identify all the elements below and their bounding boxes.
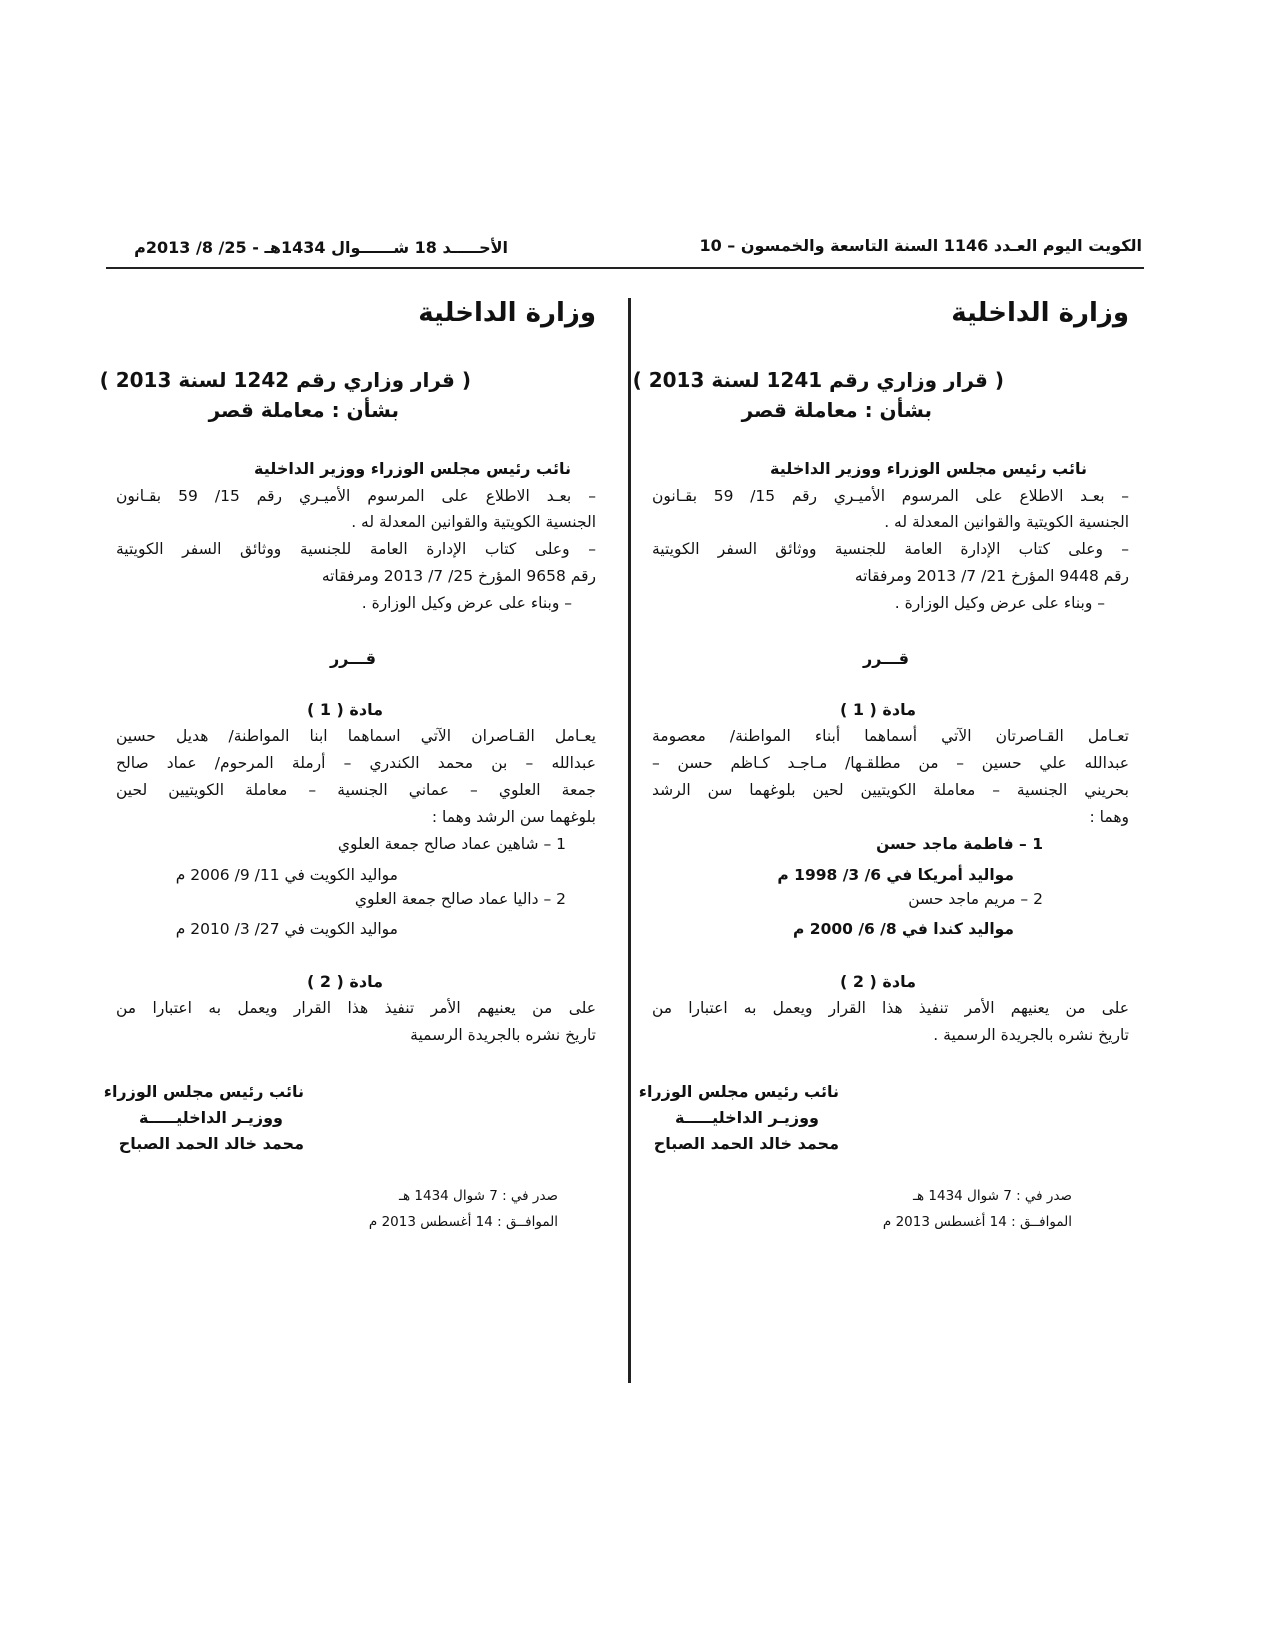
article-1-line: وهما :: [1089, 808, 1129, 826]
article-1-line: جمعة العلوي – عماني الجنسية – معاملة الكويتيين لحين: [116, 781, 596, 799]
preamble-line: – وعلى كتاب الإدارة العامة للجنسية ووثائق السفر الكويتية: [116, 540, 596, 558]
person-birth: مواليد أمريكا في 6/ 3/ 1998 م: [777, 866, 1014, 884]
article-1-line: تعـامل القـاصرتان الآتي أسماهما أبناء المواطنة/ معصومة: [652, 727, 1129, 745]
article-1-line: بلوغهما سن الرشد وهما :: [431, 808, 596, 826]
preamble-line: – وعلى كتاب الإدارة العامة للجنسية ووثائق السفر الكويتية: [652, 540, 1129, 558]
person-birth: مواليد الكويت في 27/ 3/ 2010 م: [175, 920, 398, 938]
signature-title: نائب رئيس مجلس الوزراء: [638, 1082, 839, 1101]
person-name: 1 – فاطمة ماجد حسن: [876, 835, 1043, 853]
article-1-line: عبدالله – بن محمد الكندري – أرملة المرحوم/ عماد صالح: [116, 754, 596, 772]
corresponding-date: الموافــق : 14 أغسطس 2013 م: [368, 1214, 558, 1230]
authority-line: نائب رئيس مجلس الوزراء ووزير الداخلية: [254, 459, 571, 478]
article-1-title: مادة ( 1 ): [839, 700, 916, 719]
preamble-line: – وبناء على عرض وكيل الوزارة .: [361, 594, 572, 612]
issued-date: صدر في : 7 شوال 1434 هـ: [913, 1188, 1072, 1204]
signature-title: نائب رئيس مجلس الوزراء: [103, 1082, 304, 1101]
article-2-line: على من يعنيهم الأمر تنفيذ هذا القرار ويعمل به اعتبارا من: [116, 999, 596, 1017]
signature-title: ووزيـر الداخليـــــة: [675, 1108, 819, 1127]
issued-date: صدر في : 7 شوال 1434 هـ: [399, 1188, 558, 1204]
column-divider: [628, 298, 631, 1383]
decree-title: ( قرار وزاري رقم 1241 لسنة 2013 ): [632, 368, 1004, 392]
person-name: 2 – مريم ماجد حسن: [908, 890, 1043, 908]
article-2-line: تاريخ نشره بالجريدة الرسمية .: [933, 1026, 1129, 1044]
authority-line: نائب رئيس مجلس الوزراء ووزير الداخلية: [770, 459, 1087, 478]
decree-subject: بشأن : معاملة قصر: [208, 398, 399, 422]
article-2-title: مادة ( 2 ): [839, 972, 916, 991]
article-1-line: يعـامل القـاصران الآتي اسماهما ابنا المواطنة/ هديل حسين: [116, 727, 596, 745]
preamble-line: الجنسية الكويتية والقوانين المعدلة له .: [884, 513, 1129, 531]
preamble-line: – وبناء على عرض وكيل الوزارة .: [894, 594, 1105, 612]
decree-title: ( قرار وزاري رقم 1242 لسنة 2013 ): [99, 368, 471, 392]
decided-heading: قـــرر: [862, 649, 909, 668]
preamble-line: الجنسية الكويتية والقوانين المعدلة له .: [351, 513, 596, 531]
person-name: 1 – شاهين عماد صالح جمعة العلوي: [337, 835, 566, 853]
gazette-issue-header: الكويت اليوم العـدد 1146 السنة التاسعة والخمسون – 10: [699, 236, 1142, 255]
article-1-line: بحريني الجنسية – معاملة الكويتيين لحين بلوغهما سن الرشد: [652, 781, 1129, 799]
ministry-title: وزارة الداخلية: [951, 298, 1129, 328]
person-name: 2 – داليا عماد صالح جمعة العلوي: [354, 890, 566, 908]
article-2-title: مادة ( 2 ): [306, 972, 383, 991]
article-2-line: على من يعنيهم الأمر تنفيذ هذا القرار ويعمل به اعتبارا من: [652, 999, 1129, 1017]
decree-1241-column: [632, 0, 1129, 1650]
preamble-line: رقم 9448 المؤرخ 21/ 7/ 2013 ومرفقاته: [854, 567, 1129, 585]
person-birth: مواليد الكويت في 11/ 9/ 2006 م: [175, 866, 398, 884]
preamble-line: – بعـد الاطلاع على المرسوم الأميـري رقم 15/ 59 بقـانون: [652, 487, 1129, 505]
preamble-line: – بعـد الاطلاع على المرسوم الأميـري رقم 15/ 59 بقـانون: [116, 487, 596, 505]
article-1-title: مادة ( 1 ): [306, 700, 383, 719]
person-birth: مواليد كندا في 8/ 6/ 2000 م: [793, 920, 1014, 938]
ministry-title: وزارة الداخلية: [418, 298, 596, 328]
signature-title: ووزيـر الداخليـــــة: [139, 1108, 283, 1127]
decided-heading: قـــرر: [329, 649, 376, 668]
article-2-line: تاريخ نشره بالجريدة الرسمية: [410, 1026, 596, 1044]
article-1-line: عبدالله علي حسين – من مطلقـها/ مـاجـد كـاظم حسن –: [652, 754, 1129, 772]
gazette-date-header: الأحـــــد 18 شــــــوال 1434هـ - 25/ 8/ 2013م: [134, 238, 508, 257]
decree-1242-column: [99, 0, 596, 1650]
preamble-line: رقم 9658 المؤرخ 25/ 7/ 2013 ومرفقاته: [321, 567, 596, 585]
signatory-name: محمد خالد الحمد الصباح: [118, 1134, 304, 1153]
corresponding-date: الموافــق : 14 أغسطس 2013 م: [882, 1214, 1072, 1230]
signatory-name: محمد خالد الحمد الصباح: [653, 1134, 839, 1153]
decree-subject: بشأن : معاملة قصر: [741, 398, 932, 422]
